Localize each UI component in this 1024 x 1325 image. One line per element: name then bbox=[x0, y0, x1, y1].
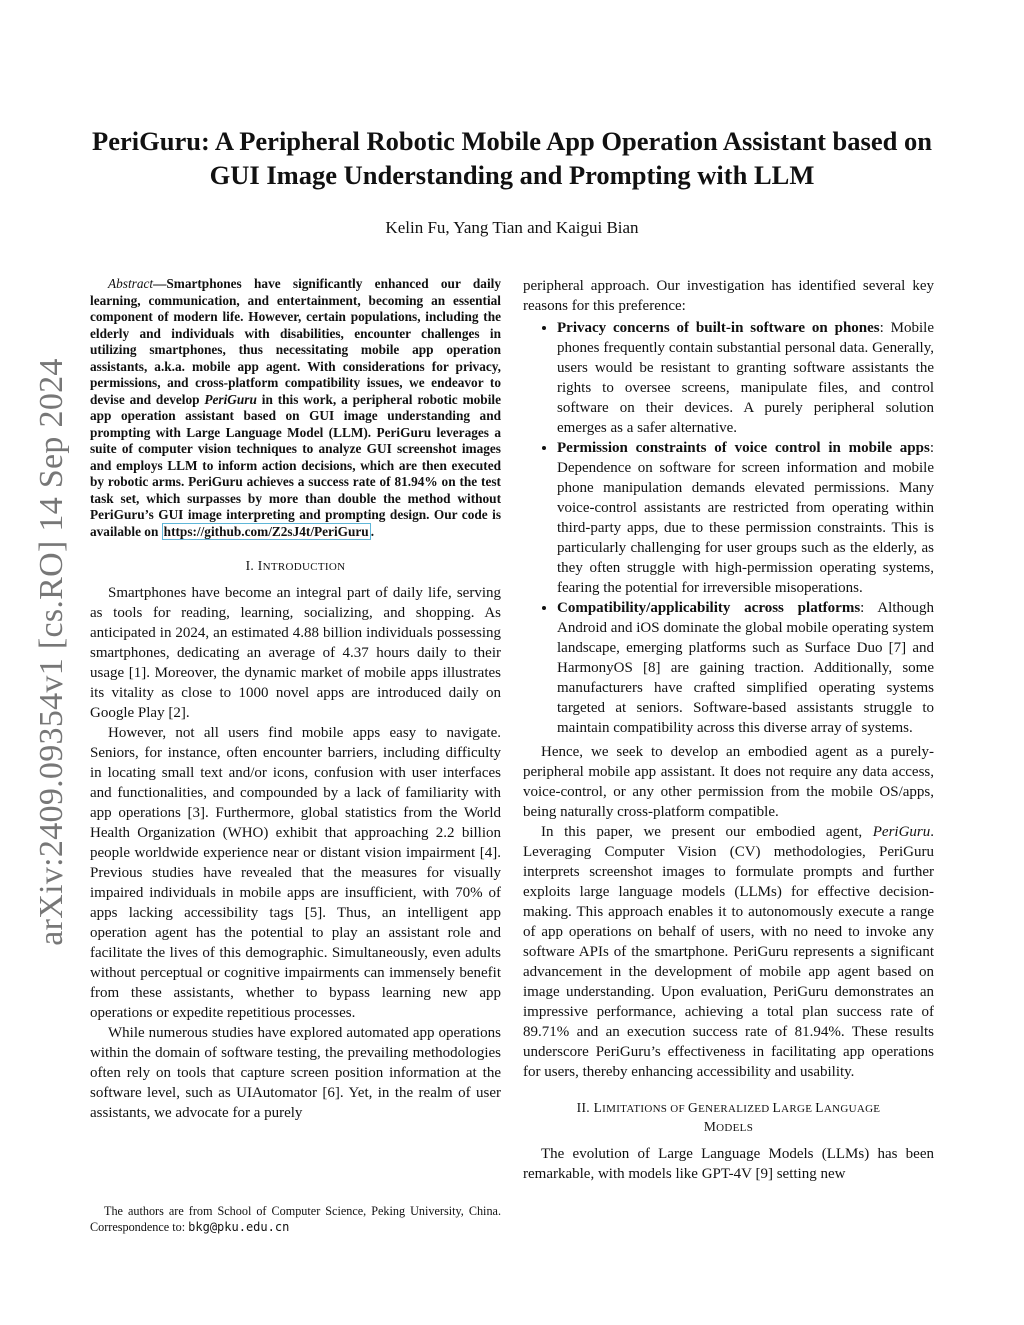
code-repository-link[interactable]: https://github.com/Z2sJ4t/PeriGuru bbox=[163, 523, 369, 539]
section-heading-introduction: I. INTRODUCTION bbox=[245, 558, 346, 573]
abstract-dash: — bbox=[153, 276, 167, 291]
correspondence-email[interactable]: bkg@pku.edu.cn bbox=[188, 1220, 290, 1234]
intro-paragraph-1: Smartphones have become an integral part of daily life, serving as tools for reading, learning, socializing, and shopping. As anticipated in 2024, an estimated 4.88 billion individuals possessing smartphones, dedicating an average of 4.37 hours daily to their usage [1]. Moreover, the dynamic market of mobile apps illustrates its vitality as close to 1000 novel apps are introduced daily on Google Play [2]. bbox=[90, 585, 501, 721]
section-heading-limitations: II. LIMITATIONS OF GENERALIZED LARGE LANGUAGE MODELS bbox=[576, 1100, 881, 1134]
author-list: Kelin Fu, Yang Tian and Kaigui Bian bbox=[385, 218, 639, 237]
abstract-label: Abstract bbox=[108, 276, 154, 291]
left-column bbox=[90, 276, 501, 1123]
list-item: • Compatibility/applicability across platforms: Although Android and iOS dominate the global mobile operating system landscape, emerging platforms such as Surface Duo [7] and HarmonyOS [8] are gaining traction. Additionally, some manufacturers have crafted simplified operating systems targeted at seniors. Software-based assistants struggle to maintain compatibility across this diverse array of systems. bbox=[557, 598, 934, 738]
footnote bbox=[90, 1203, 501, 1235]
intro-paragraph-2: However, not all users find mobile apps easy to navigate. Seniors, for instance, often encounter barriers, including difficulty in locating small text and/or icons, confusion with user interfaces and functionalities, and compounded by a lack of familiarity with app operations [3]. Furthermore, global statistics from the World Health Organization (WHO) exhibit that approaching 2.2 billion people worldwide experience near or distant vision impairment [4]. Previous studies have revealed that the measures for visually impaired individuals in mobile apps are insufficient, with 70% of apps lacking accessibility tags [5]. Thus, an intelligent app operation agent has the potential to play an assistant role and facilitate the lives of this demographic. Simultaneously, even adults without perceptual or cognitive impairments can immensely benefit from these assistants, whether to bypass learning new app operations or expedite repetitious processes. bbox=[90, 725, 501, 1021]
paper-title: PeriGuru: A Peripheral Robotic Mobile App Operation Assistant based on GUI Image Understanding and Prompting with LLM bbox=[92, 126, 932, 190]
right-paragraph-1: peripheral approach. Our investigation has identified several key reasons for this preference: bbox=[523, 278, 934, 314]
right-paragraph-3: In this paper, we present our embodied agent, PeriGuru. Leveraging Computer Vision (CV) methodologies, PeriGuru interprets screenshot images to formulate prompts and further exploits large language models (LLMs) for effective decision-making. This approach enables it to autonomously execute a range of app operations on behalf of users, with no need to invoke any software APIs of the smartphone. PeriGuru represents a significant advancement in the development of mobile app agent based on image understanding. Upon evaluation, PeriGuru demonstrates an impressive performance, achieving a total plan success rate of 89.71% and an execution success rate of 81.94%. These results underscore PeriGuru’s effectiveness in facilitating app operations for users, thereby enhancing accessibility and usability. bbox=[523, 824, 934, 1080]
abstract-text-2: in this work, a peripheral robotic mobile app operation assistant based on GUI image understanding and prompting with Large Language Model (LLM). PeriGuru leverages a suite of computer vision techniques to analyze GUI screenshot images and employs LLM to inform action decisions, which are then executed by robotic arms. PeriGuru achieves a success rate of 81.94% on the test task set, which surpasses by more than double the method without PeriGuru’s GUI image interpreting and prompting design. Our code is available on bbox=[90, 391, 501, 539]
reasons-list bbox=[523, 318, 934, 738]
abstract-end: . bbox=[370, 523, 375, 539]
abstract-text-1: Smartphones have significantly enhanced our daily learning, communication, and entertainment, becoming an essential component of modern life. However, certain populations, including the elderly and individuals with disabilities, encounter challenges in utilizing smartphones, thus necessitating mobile app operation assistants, a.k.a. mobile app agent. With considerations for privacy, permissions, and cross-platform compatibility issues, we endeavor to devise and develop bbox=[90, 276, 501, 407]
list-item: • Permission constraints of voice control in mobile apps: Dependence on software for screen information and mobile phone manipulation demands elevated permissions. Many voice-control assistants are restricted from operating within third-party apps, due to these permission constraints. This is particularly challenging for user groups such as the elderly, as they often struggle with high-permission operating systems, fearing the potential for irreversible misoperations. bbox=[557, 438, 934, 598]
right-column bbox=[523, 276, 934, 1184]
abstract-system-name: PeriGuru bbox=[204, 391, 257, 407]
right-paragraph-4: The evolution of Large Language Models (LLMs) has been remarkable, with models like GPT-4V [9] setting new bbox=[523, 1146, 934, 1182]
arxiv-identifier: arXiv:2409.09354v1 [cs.RO] 14 Sep 2024 bbox=[33, 358, 70, 946]
list-item: • Privacy concerns of built-in software on phones: Mobile phones frequently contain substantial personal data. Generally, users would be resistant to granting software assistants the rights to oversee screens, manipulate files, and control software on their devices. A purely peripheral solution emerges as a safer alternative. bbox=[557, 318, 934, 438]
footnote-text: The authors are from School of Computer Science, Peking University, China. Correspondence to: bbox=[90, 1204, 501, 1234]
abstract bbox=[90, 276, 501, 540]
right-paragraph-2: Hence, we seek to develop an embodied agent as a purely-peripheral mobile app assistant. It does not require any data access, voice-control, or any other permission from the mobile OS/apps, being naturally cross-platform compatible. bbox=[523, 744, 934, 820]
intro-paragraph-3: While numerous studies have explored automated app operations within the domain of software testing, the prevailing methodologies often rely on tools that capture screen position information at the software level, such as UIAutomator [6]. Yet, in the realm of user assistants, we advocate for a purely bbox=[90, 1025, 501, 1121]
system-name: PeriGuru bbox=[872, 824, 931, 840]
